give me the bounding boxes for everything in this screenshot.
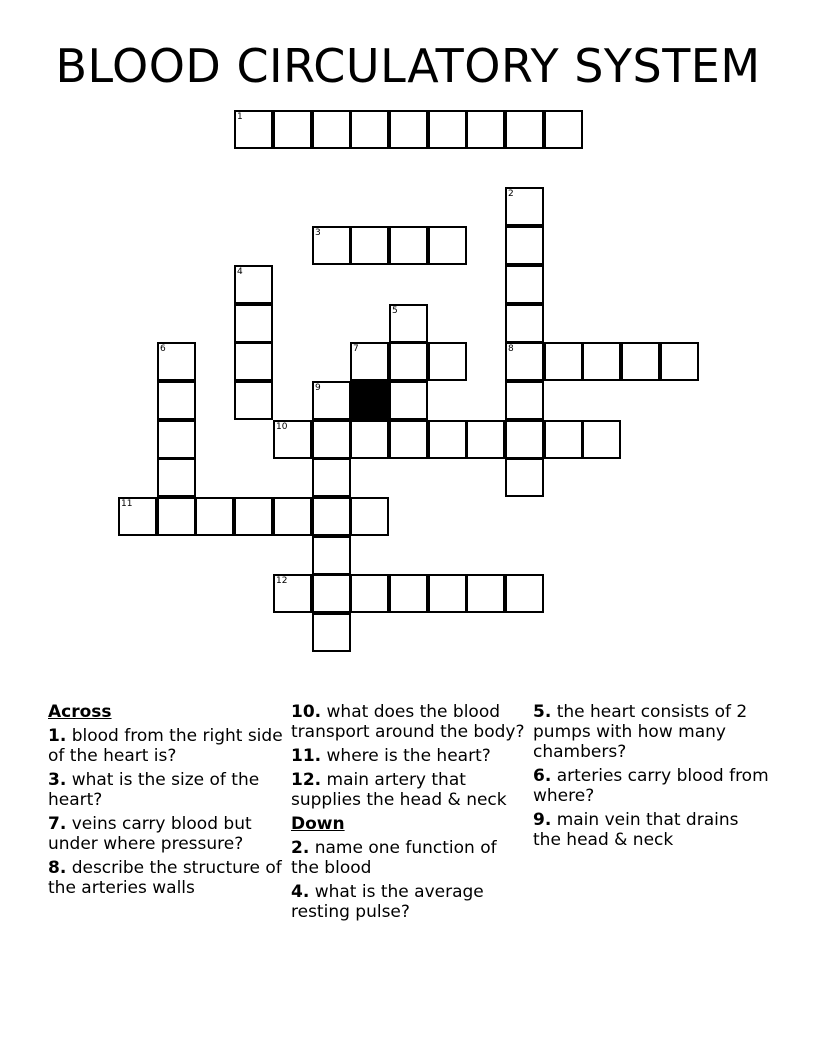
crossword-cell[interactable]: [234, 342, 273, 381]
clue-number: 4.: [291, 882, 310, 902]
clue-text: name one function of the blood: [291, 838, 497, 878]
clue-number: 11.: [291, 746, 322, 766]
black-square: [350, 381, 389, 420]
clue-across-1: [48, 726, 284, 766]
clue-text: describe the structure of the arteries walls: [48, 858, 282, 898]
clue-number-label: 4: [237, 267, 243, 277]
crossword-cell[interactable]: [312, 536, 351, 575]
clue-text: the heart consists of 2 pumps with how many chambers?: [533, 702, 748, 762]
clue-down-6: [533, 766, 769, 806]
clue-number-label: 12: [276, 576, 288, 586]
crossword-cell[interactable]: [505, 187, 544, 226]
crossword-cell[interactable]: [273, 574, 312, 613]
clue-number-label: 11: [121, 499, 133, 509]
crossword-cell[interactable]: [389, 110, 428, 149]
clue-number-label: 1: [237, 112, 243, 122]
crossword-cell[interactable]: [544, 110, 583, 149]
page-title: BLOOD CIRCULATORY SYSTEM: [55, 39, 761, 93]
clue-number-label: 3: [315, 228, 321, 238]
clue-number: 9.: [533, 810, 552, 830]
crossword-cell[interactable]: [505, 574, 544, 613]
across-heading: Across: [48, 702, 112, 722]
clue-down-9: [533, 810, 769, 850]
clue-number: 12.: [291, 770, 322, 790]
crossword-cell[interactable]: [428, 342, 467, 381]
clue-across-11: [291, 746, 527, 766]
crossword-cell[interactable]: [505, 342, 544, 381]
crossword-cell[interactable]: [234, 381, 273, 420]
crossword-cell[interactable]: [350, 226, 389, 265]
crossword-cell[interactable]: [350, 574, 389, 613]
clue-across-8: [48, 858, 284, 898]
crossword-cell[interactable]: [582, 342, 621, 381]
crossword-cell[interactable]: [350, 420, 389, 459]
clue-text: what is the average resting pulse?: [291, 882, 484, 922]
clue-text: arteries carry blood from where?: [533, 766, 769, 806]
crossword-cell[interactable]: [157, 381, 196, 420]
crossword-cell[interactable]: [389, 381, 428, 420]
crossword-cell[interactable]: [466, 420, 505, 459]
crossword-cell[interactable]: [389, 420, 428, 459]
crossword-cell[interactable]: [505, 420, 544, 459]
crossword-cell[interactable]: [273, 497, 312, 536]
clue-across-7: [48, 814, 284, 854]
crossword-cell[interactable]: [157, 458, 196, 497]
clue-across-3: [48, 770, 284, 810]
crossword-cell[interactable]: [312, 110, 351, 149]
crossword-cell[interactable]: [428, 574, 467, 613]
crossword-cell[interactable]: [428, 420, 467, 459]
clue-number-label: 5: [392, 306, 398, 316]
clue-number-label: 2: [508, 189, 514, 199]
clues-column-2: [291, 702, 527, 926]
crossword-cell[interactable]: [195, 497, 234, 536]
clue-text: what is the size of the heart?: [48, 770, 260, 810]
down-heading: Down: [291, 814, 345, 834]
clue-number-label: 9: [315, 383, 321, 393]
crossword-cell[interactable]: [466, 110, 505, 149]
clue-number: 8.: [48, 858, 67, 878]
crossword-cell[interactable]: [350, 342, 389, 381]
clue-down-5: [533, 702, 769, 762]
clue-number-label: 7: [353, 344, 359, 354]
clue-number: 2.: [291, 838, 310, 858]
crossword-cell[interactable]: [312, 613, 351, 652]
crossword-cell[interactable]: [312, 574, 351, 613]
crossword-cell[interactable]: [350, 110, 389, 149]
clue-text: main vein that drains the head & neck: [533, 810, 739, 850]
crossword-cell[interactable]: [234, 497, 273, 536]
crossword-cell[interactable]: [350, 497, 389, 536]
crossword-cell[interactable]: [505, 458, 544, 497]
crossword-cell[interactable]: [157, 342, 196, 381]
crossword-cell[interactable]: [273, 110, 312, 149]
crossword-cell[interactable]: [389, 304, 428, 343]
crossword-cell[interactable]: [505, 265, 544, 304]
crossword-cell[interactable]: [505, 110, 544, 149]
crossword-cell[interactable]: [544, 342, 583, 381]
crossword-cell[interactable]: [234, 304, 273, 343]
crossword-cell[interactable]: [466, 574, 505, 613]
crossword-cell[interactable]: [621, 342, 660, 381]
crossword-cell[interactable]: [273, 420, 312, 459]
crossword-cell[interactable]: [312, 458, 351, 497]
crossword-cell[interactable]: [660, 342, 699, 381]
clue-text: blood from the right side of the heart is?: [48, 726, 283, 766]
crossword-cell[interactable]: [234, 110, 273, 149]
crossword-cell[interactable]: [505, 304, 544, 343]
clues-column-1: [48, 702, 284, 902]
crossword-cell[interactable]: [118, 497, 157, 536]
crossword-cell[interactable]: [157, 420, 196, 459]
crossword-cell[interactable]: [582, 420, 621, 459]
clue-number: 10.: [291, 702, 322, 722]
crossword-cell[interactable]: [312, 381, 351, 420]
clue-number: 7.: [48, 814, 67, 834]
crossword-cell[interactable]: [505, 226, 544, 265]
crossword-cell[interactable]: [157, 497, 196, 536]
clue-number-label: 10: [276, 422, 288, 432]
crossword-cell[interactable]: [389, 342, 428, 381]
crossword-cell[interactable]: [312, 226, 351, 265]
clues-column-3: [533, 702, 769, 854]
clue-number: 1.: [48, 726, 67, 746]
crossword-cell[interactable]: [505, 381, 544, 420]
clue-text: what does the blood transport around the body?: [291, 702, 525, 742]
crossword-cell[interactable]: [428, 110, 467, 149]
clue-across-12: [291, 770, 527, 810]
clue-number: 6.: [533, 766, 552, 786]
clue-across-10: [291, 702, 527, 742]
crossword-cell[interactable]: [389, 226, 428, 265]
clue-text: where is the heart?: [326, 746, 491, 766]
clue-number-label: 8: [508, 344, 514, 354]
clue-number-label: 6: [160, 344, 166, 354]
crossword-cell[interactable]: [312, 420, 351, 459]
clue-down-2: [291, 838, 527, 878]
clue-down-4: [291, 882, 527, 922]
clue-number: 3.: [48, 770, 67, 790]
crossword-cell[interactable]: [389, 574, 428, 613]
crossword-cell[interactable]: [428, 226, 467, 265]
crossword-cell[interactable]: [234, 265, 273, 304]
crossword-cell[interactable]: [312, 497, 351, 536]
clue-text: veins carry blood but under where pressure?: [48, 814, 252, 854]
clue-text: main artery that supplies the head & neck: [291, 770, 507, 810]
crossword-cell[interactable]: [544, 420, 583, 459]
clue-number: 5.: [533, 702, 552, 722]
